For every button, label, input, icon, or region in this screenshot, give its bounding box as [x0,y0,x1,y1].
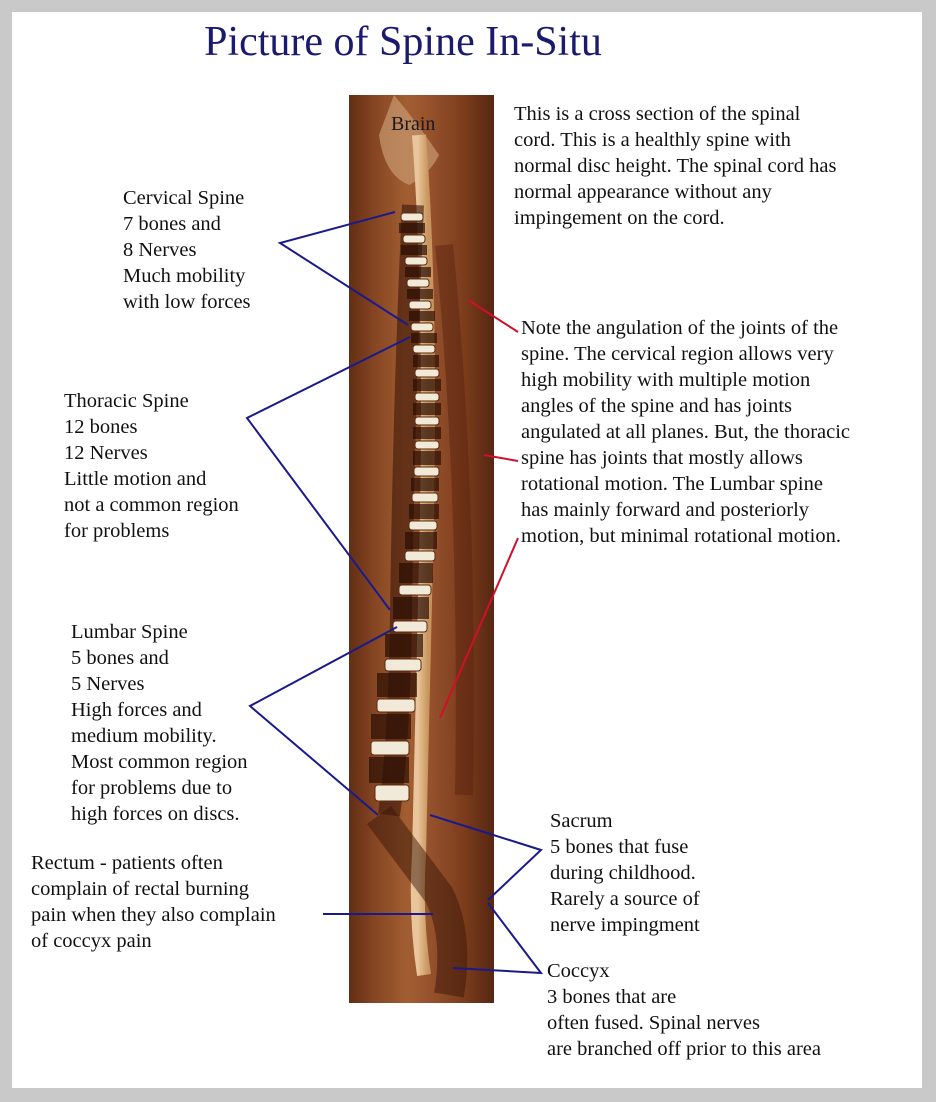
angulation-line: Note the angulation of the joints of the [521,317,839,339]
angulation-line: angulated at all planes. But, the thoracic [521,421,851,443]
angulation-leader-lumbar [440,538,518,718]
rectum-line: of coccyx pain [31,930,152,952]
intro-line: impingement on the cord. [514,207,725,229]
coccyx-line: 3 bones that are [547,986,677,1008]
intro-line: This is a cross section of the spinal [514,103,801,125]
intro-line: cord. This is a healthly spine with [514,129,791,151]
angulation-line: has mainly forward and posteriorly [521,499,810,521]
lumbar-line: High forces and [71,699,202,721]
sacrum-line: nerve impingment [550,914,700,936]
rectum-line: Rectum - patients often [31,852,223,874]
angulation-line: rotational motion. The Lumbar spine [521,473,823,495]
lumbar-line: high forces on discs. [71,803,240,825]
page-title: Picture of Spine In-Situ [204,19,602,65]
intro-line: normal disc height. The spinal cord has [514,155,837,177]
thoracic-leader [247,337,410,610]
angulation-line: angles of the spine and has joints [521,395,793,417]
cervical-line: Cervical Spine [123,187,245,209]
thoracic-line: Thoracic Spine [64,390,189,412]
angulation-line: spine. The cervical region allows very [521,343,834,365]
angulation-leader-cervical [468,300,518,332]
cervical-line: Much mobility [123,265,246,287]
coccyx-line: often fused. Spinal nerves [547,1012,760,1034]
sacrum-line: during childhood. [550,862,696,884]
rectum-line: complain of rectal burning [31,878,250,900]
coccyx-line: Coccyx [547,960,610,982]
cervical-leader [280,212,408,325]
cervical-line: with low forces [123,291,251,313]
brain-label: Brain [391,113,436,135]
thoracic-line: for problems [64,520,170,542]
cervical-line: 8 Nerves [123,239,197,261]
coccyx-line: are branched off prior to this area [547,1038,821,1060]
thoracic-line: 12 Nerves [64,442,148,464]
thoracic-line: 12 bones [64,416,138,438]
lumbar-line: Lumbar Spine [71,621,188,643]
sacrum-line: Sacrum [550,810,613,832]
intro-line: normal appearance without any [514,181,772,203]
sacrum-leader [430,815,541,900]
lumbar-line: for problems due to [71,777,233,799]
lumbar-line: 5 bones and [71,647,169,669]
lumbar-line: Most common region [71,751,248,773]
sacrum-line: 5 bones that fuse [550,836,689,858]
coccyx-leader [453,903,541,973]
lumbar-line: 5 Nerves [71,673,145,695]
thoracic-line: Little motion and [64,468,207,490]
angulation-line: spine has joints that mostly allows [521,447,803,469]
angulation-leader-thoracic [484,455,518,461]
rectum-line: pain when they also complain [31,904,276,926]
lumbar-leader [250,627,397,815]
lumbar-line: medium mobility. [71,725,217,747]
sacrum-line: Rarely a source of [550,888,700,910]
cervical-line: 7 bones and [123,213,221,235]
angulation-line: motion, but minimal rotational motion. [521,525,842,547]
thoracic-line: not a common region [64,494,239,516]
angulation-line: high mobility with multiple motion [521,369,811,391]
